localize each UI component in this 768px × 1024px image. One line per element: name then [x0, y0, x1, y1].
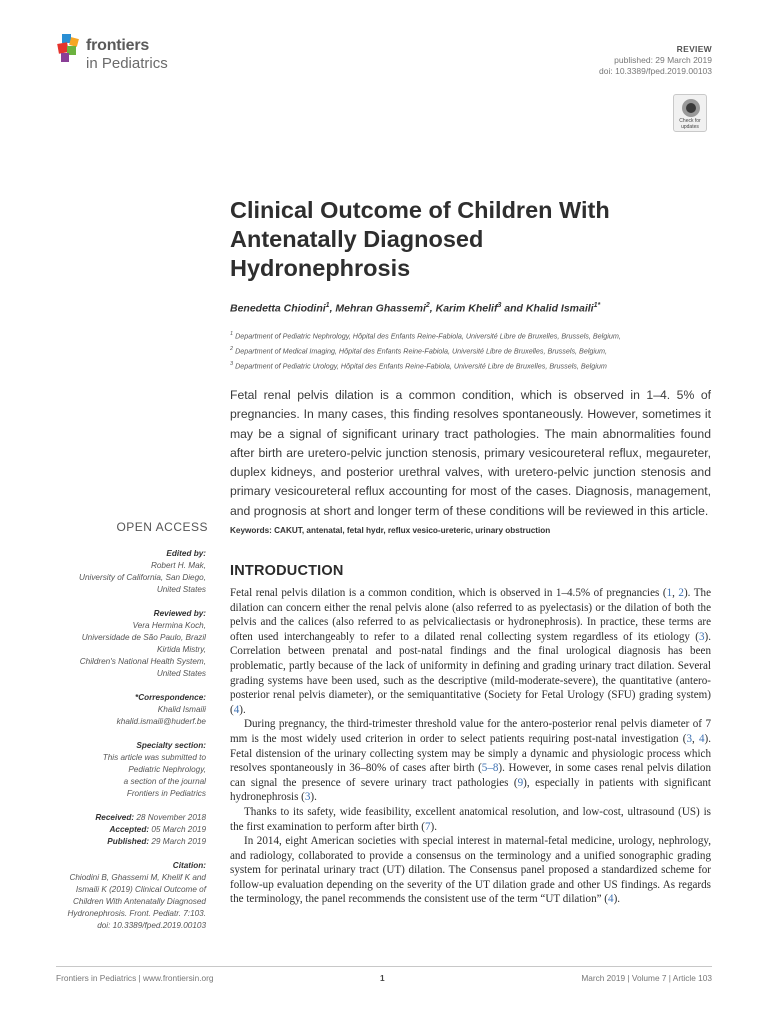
- paragraph: [230, 586, 711, 717]
- reference-link[interactable]: 7: [425, 820, 431, 833]
- affiliation-text: Department of Pediatric Urology, Hôpital des Enfants Reine-Fabiola, Université Libre de Bruxelles, Brussels, Belgium: [235, 361, 607, 371]
- specialty-line: a section of the journal: [123, 777, 206, 786]
- specialty-block: [40, 740, 206, 800]
- affiliation-number: 1: [230, 331, 234, 337]
- keywords: [230, 526, 711, 535]
- check-for-updates-button[interactable]: [673, 94, 707, 132]
- correspondence-heading: *Correspondence:: [135, 693, 206, 702]
- paragraph-text: ). However, in some cases renal pelvis dilation can signal the presence of severe urinary tract pathologies (: [230, 762, 712, 789]
- paragraph-text: ), especially in patients with significant hydronephrosis (: [230, 776, 711, 804]
- author-list: [230, 302, 710, 315]
- author-affil-ref: 3: [497, 302, 502, 309]
- page-number: 1: [380, 973, 385, 983]
- author-affil-ref: 1*: [593, 302, 601, 309]
- paragraph: [230, 717, 711, 805]
- editor-line: United States: [156, 585, 206, 594]
- reviewer-line: Universidade de São Paulo, Brazil: [81, 633, 206, 642]
- dates-block: [40, 812, 206, 848]
- reference-link[interactable]: 3: [686, 732, 693, 745]
- title-line-2: Antenatally Diagnosed: [230, 226, 484, 252]
- affiliation-number: 2: [230, 345, 234, 352]
- open-access-label: OPEN ACCESS: [116, 520, 208, 534]
- paragraph-text: ,: [692, 732, 699, 745]
- reference-link[interactable]: 5–8: [481, 762, 499, 775]
- article-meta: [599, 44, 712, 77]
- accepted-date: Accepted: 05 March 2019: [109, 825, 206, 834]
- article-doi[interactable]: doi: 10.3389/fped.2019.00103: [599, 66, 712, 76]
- author-name[interactable]: Mehran Ghassemi: [335, 302, 426, 315]
- check-for-updates-icon: [682, 99, 700, 117]
- specialty-line: This article was submitted to: [102, 753, 206, 762]
- section-heading-introduction: INTRODUCTION: [230, 563, 344, 579]
- paragraph: [230, 805, 711, 834]
- reviewer-line: United States: [156, 669, 206, 678]
- citation-heading: Citation:: [172, 861, 206, 870]
- edited-by-heading: Edited by:: [166, 549, 206, 558]
- published-date-sidebar: Published: 29 March 2019: [107, 837, 206, 846]
- brand-name: frontiers: [86, 37, 150, 54]
- reference-link[interactable]: 3: [698, 630, 705, 643]
- keywords-list: CAKUT, antenatal, fetal hydr, reflux vesico-ureteric, urinary obstruction: [274, 526, 551, 535]
- article-title: [230, 196, 710, 283]
- paragraph-text: ). Correlation between prenatal and post-natal findings and the final urological diagnosis has been problematic, partly because of the lack of uniformity in defining and grading urinary tract dilation. Several grading systems have been used, such as the descriptive (mild-moderate-severe), the quantitative (antero-posterior renal pelvis diameter), or the semiquantitative (Society for Fetal Urology (SFU) grading system) (: [230, 630, 711, 716]
- reviewed-by-block: [40, 608, 206, 680]
- affiliation: [230, 343, 710, 358]
- citation-line: Chiodini B, Ghassemi M, Khelif K and: [69, 873, 206, 882]
- reference-link[interactable]: 4: [233, 703, 240, 716]
- footer-journal-link[interactable]: Frontiers in Pediatrics | www.frontiersin.org: [56, 973, 214, 983]
- author-affil-ref: 1: [325, 302, 330, 309]
- citation-doi[interactable]: doi: 10.3389/fped.2019.00103: [97, 921, 206, 930]
- citation-line: Ismaili K (2019) Clinical Outcome of: [75, 885, 206, 894]
- author-name[interactable]: Khalid Ismaili: [525, 302, 594, 315]
- reviewed-by-heading: Reviewed by:: [153, 609, 206, 618]
- author-separator: and: [501, 302, 526, 315]
- paragraph-text: ).: [310, 791, 317, 804]
- author-name[interactable]: Benedetta Chiodini: [230, 302, 326, 315]
- correspondence-name: Khalid Ismaili: [157, 705, 206, 714]
- abstract: Fetal renal pelvis dilation is a common condition, which is observed in 1–4. 5% of pregnancies. In many cases, this finding resolves spontaneously. However, sometimes it may be a signal of significant urinary tract pathologies. The main abnormalities found after birth are uretero-pelvic junction stenosis, primary vesicoureteral reflux, megaureter, duplex kidneys, and posterior urethral valves, with uretero-pelvic junction stenosis and primary vesicoureteral reflux accounting for most of the cases. Diagnosis, management, and prognosis at short and longer term of these conditions will be reviewed in this article.: [230, 388, 711, 518]
- affiliation-text: Department of Pediatric Nephrology, Hôpital des Enfants Reine-Fabiola, Université Libre de Bruxelles, Brussels, Belgium,: [235, 331, 621, 341]
- citation-line: Hydronephrosis. Front. Pediatr. 7:103.: [67, 909, 206, 918]
- keywords-label: Keywords:: [230, 526, 272, 535]
- reference-link[interactable]: 9: [517, 776, 524, 789]
- specialty-line: Pediatric Nephrology,: [128, 765, 206, 774]
- article-type: REVIEW: [676, 44, 712, 54]
- title-line-3: Hydronephrosis: [230, 255, 411, 281]
- editor-line: University of California, San Diego,: [79, 573, 206, 582]
- paragraph-text: Fetal renal pelvis dilation is a common condition, which is observed in 1–4.5% of pregnancies (: [230, 587, 667, 599]
- citation-line: Children With Antenatally Diagnosed: [73, 897, 206, 906]
- paragraph-text: ).: [430, 820, 438, 833]
- edited-by-block: [40, 548, 206, 596]
- body-text: [230, 586, 711, 907]
- affiliation: [230, 358, 710, 373]
- affiliations: [230, 328, 710, 373]
- journal-logo[interactable]: [56, 34, 206, 78]
- specialty-line: Frontiers in Pediatrics: [126, 789, 206, 798]
- paragraph-text: ). The dilation can concern either the renal pelvis alone (also referred to as pyelectasis) or the dilation of both the pelvis and the calices (also referred to as pelvicaliectasis or hydronephrosis). In practice, these terms are often used interchangeably to refer to a dilated renal collecting system regardless of its etiology (: [230, 587, 711, 643]
- correspondence-block: [40, 692, 206, 728]
- citation-block: [40, 860, 206, 932]
- received-date: Received: 28 November 2018: [95, 813, 206, 822]
- editor-line[interactable]: Robert H. Mak,: [150, 561, 206, 570]
- affiliation-number: 3: [230, 360, 234, 367]
- author-separator: ,: [429, 302, 436, 315]
- reference-link[interactable]: 3: [304, 791, 311, 804]
- title-line-1: Clinical Outcome of Children With: [230, 197, 610, 223]
- reference-link[interactable]: 1: [666, 587, 673, 599]
- paragraph-text: During pregnancy, the third-trimester threshold value for the antero-posterior renal pelvis diameter of 7 mm is the most widely used criterion in order to select patients requiring post-natal investigation (: [230, 718, 711, 745]
- reference-link[interactable]: 4: [608, 893, 614, 906]
- check-for-updates-label: Check for updates: [679, 118, 701, 130]
- frontiers-logo-icon: [56, 34, 82, 64]
- correspondence-email[interactable]: khalid.ismaili@huderf.be: [116, 717, 206, 726]
- reference-link[interactable]: 4: [699, 732, 705, 745]
- reference-link[interactable]: 2: [678, 587, 684, 599]
- paragraph-text: ).: [613, 893, 621, 906]
- paragraph-text: Thanks to its safety, wide feasibility, excellent anatomical resolution, and low-cost, ultrasound (US) is the first examination to perform after birth (: [230, 805, 711, 833]
- paragraph-text: In 2014, eight American societies with special interest in maternal-fetal medicine, urology, nephrology, and radiology, collaborated to provide a consensus on the terminology and a unified sonographic grading system for perinatal urinary tract (UT) dilation. The Consensus panel proposed a standardized scheme for follow-up evaluation depending on the severity of the UT dilation grade and other US findings. As regards the terminology, the panel recommends the consistent use of the term “UT dilation” (: [230, 835, 711, 906]
- paragraph-text: ,: [672, 587, 679, 599]
- paragraph-text: ). Fetal distension of the urinary collecting system may be simply a dynamic and physiologic process which resolves spontaneously in 36–80% of cases after birth (: [230, 732, 712, 775]
- footer-divider: [56, 966, 712, 967]
- author-name[interactable]: Karim Khelif: [435, 302, 498, 315]
- paragraph: [230, 834, 711, 907]
- reviewer-line[interactable]: Vera Hermina Koch,: [132, 621, 206, 630]
- reviewer-line: Children's National Health System,: [79, 657, 206, 666]
- author-separator: ,: [329, 302, 336, 315]
- footer-issue-info: March 2019 | Volume 7 | Article 103: [581, 973, 712, 983]
- specialty-heading: Specialty section:: [136, 741, 206, 750]
- article-info-sidebar: [40, 548, 206, 944]
- author-affil-ref: 2: [425, 302, 430, 309]
- affiliation: [230, 328, 710, 343]
- reviewer-line[interactable]: Kirtida Mistry,: [157, 645, 206, 654]
- journal-name: in Pediatrics: [86, 55, 168, 72]
- affiliation-text: Department of Medical Imaging, Hôpital des Enfants Reine-Fabiola, Université Libre de Bruxelles, Brussels, Belgium,: [235, 346, 607, 356]
- paragraph-text: ).: [239, 703, 246, 716]
- published-date: published: 29 March 2019: [614, 55, 712, 65]
